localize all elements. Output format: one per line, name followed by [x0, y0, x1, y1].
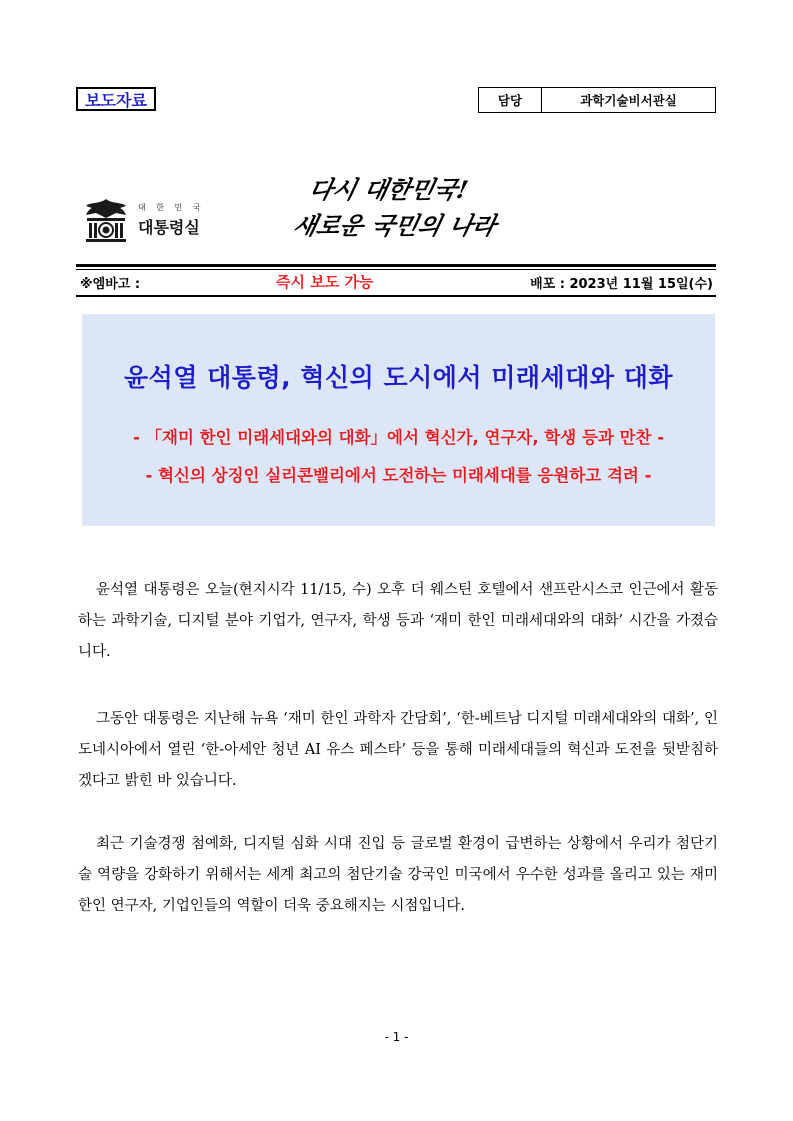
body-paragraph-1: 윤석열 대통령은 오늘(현지시각 11/15, 수) 오후 더 웨스틴 호텔에서 샌프란시스코 인근에서 활동하는 과학기술, 디지털 분야 기업가, 연구자, 학생 등과 ‘재미 한인 미래세대와의 대화’ 시간을 가졌습니다. — [78, 582, 718, 660]
contact-department: 과학기술비서관실 — [580, 93, 677, 108]
emblem-icon — [82, 196, 130, 244]
logo-big-text: 대통령실 — [138, 218, 200, 237]
headline-box — [82, 314, 715, 526]
header-rule-thin — [76, 269, 716, 270]
body-paragraph-2: 그동안 대통령은 지난해 뉴욕 ‘재미 한인 과학자 간담회’, ‘한-베트남 디지털 미래세대와의 대화’, 인도네시아에서 열린 ‘한-아세안 청년 AI 유스 페스타’ 등을 통해 미래세대들의 혁신과 도전을 뒷받침하겠다고 밝힌 바 있습니다. — [78, 711, 718, 789]
contact-table — [478, 87, 716, 113]
logo-small-text: 대 한 민 국 — [138, 203, 205, 212]
slogan-line-2: 새로운 국민의 나라 — [290, 211, 499, 240]
body-paragraph-3: 최근 기술경쟁 첨예화, 디지털 심화 시대 진입 등 글로벌 환경이 급변하는 상황에서 우리가 첨단기술 역량을 강화하기 위해서는 세계 최고의 첨단기술 강국인 미국에서 우수한 성과를 올리고 있는 재미 한인 연구자, 기업인들의 역할이 더욱 중요해지는 시점입니다. — [78, 836, 718, 914]
press-release-label: 보도자료 — [76, 87, 156, 111]
distribution-date: 배포 : 2023년 11월 15일(수) — [530, 277, 713, 292]
page-number: - 1 - — [384, 1030, 409, 1044]
headline-subtitle-2: - 혁신의 상징인 실리콘밸리에서 도전하는 미래세대를 응원하고 격려 - — [145, 466, 652, 485]
headline-subtitle-1: - 「재미 한인 미래세대와의 대화」에서 혁신가, 연구자, 학생 등과 만찬 - — [132, 428, 665, 447]
presidential-office-logo — [82, 194, 232, 246]
embargo-label: ※엠바고 : — [80, 277, 141, 292]
contact-label: 담당 — [479, 88, 542, 112]
headline-title: 윤석열 대통령, 혁신의 도시에서 미래세대와 대화 — [123, 363, 674, 392]
slogan — [290, 166, 510, 246]
release-status: 즉시 보도 가능 — [276, 273, 374, 291]
header-rule-bottom — [76, 295, 716, 297]
slogan-line-1: 다시 대한민국! — [306, 175, 471, 204]
header-rule-top — [76, 264, 716, 267]
